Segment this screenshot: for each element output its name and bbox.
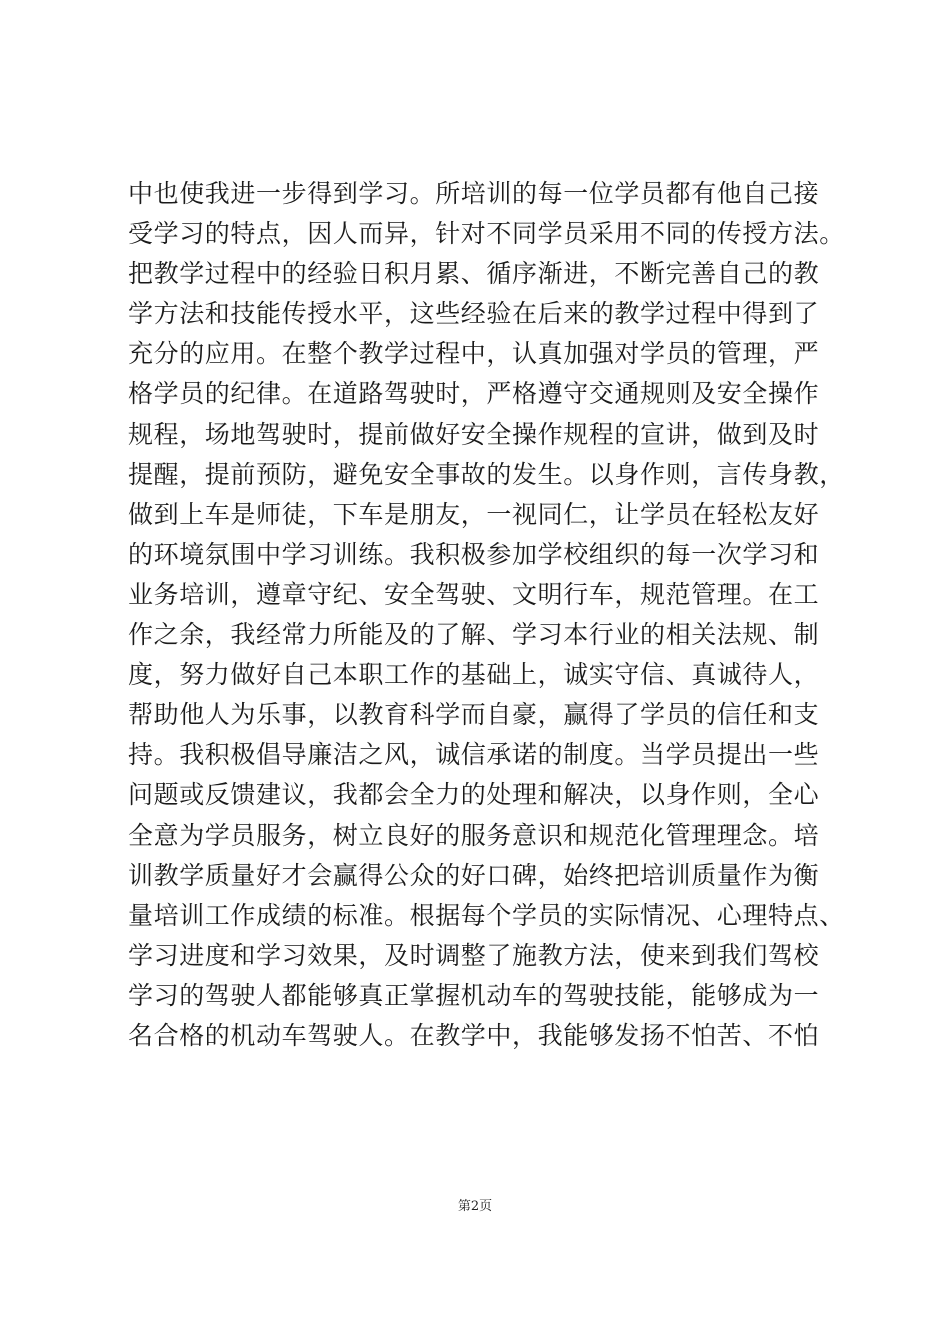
text-line: 学方法和技能传授水平，这些经验在后来的教学过程中得到了 <box>128 299 820 329</box>
text-line: 格学员的纪律。在道路驾驶时，严格遵守交通规则及安全操作 <box>128 379 820 409</box>
text-line: 提醒，提前预防，避免安全事故的发生。以身作则，言传身教， <box>128 459 845 489</box>
text-line: 作之余，我经常力所能及的了解、学习本行业的相关法规、制 <box>128 620 820 650</box>
text-line: 度，努力做好自己本职工作的基础上，诚实守信、真诚待人， <box>128 660 820 690</box>
text-line: 的环境氛围中学习训练。我积极参加学校组织的每一次学习和 <box>128 539 820 569</box>
text-line: 量培训工作成绩的标准。根据每个学员的实际情况、心理特点、 <box>128 900 845 930</box>
text-line: 帮助他人为乐事，以教育科学而自豪，赢得了学员的信任和支 <box>128 700 820 730</box>
text-line: 做到上车是师徒，下车是朋友，一视同仁，让学员在轻松友好 <box>128 499 820 529</box>
page-number: 第2页 <box>457 1199 493 1214</box>
text-line: 规程，场地驾驶时，提前做好安全操作规程的宣讲，做到及时 <box>128 419 820 449</box>
text-line: 充分的应用。在整个教学过程中，认真加强对学员的管理，严 <box>128 339 820 369</box>
text-line: 中也使我进一步得到学习。所培训的每一位学员都有他自己接 <box>128 179 820 208</box>
text-line: 问题或反馈建议，我都会全力的处理和解决，以身作则，全心 <box>128 780 820 810</box>
body-text <box>128 174 845 1056</box>
text-line: 名合格的机动车驾驶人。在教学中，我能够发扬不怕苦、不怕 <box>128 1020 820 1050</box>
text-line: 学习的驾驶人都能够真正掌握机动车的驾驶技能，能够成为一 <box>128 980 820 1010</box>
text-line: 训教学质量好才会赢得公众的好口碑，始终把培训质量作为衡 <box>128 860 820 890</box>
text-line: 把教学过程中的经验日积月累、循序渐进，不断完善自己的教 <box>128 259 820 289</box>
text-line: 持。我积极倡导廉洁之风，诚信承诺的制度。当学员提出一些 <box>128 740 820 770</box>
text-line: 业务培训，遵章守纪、安全驾驶、文明行车，规范管理。在工 <box>128 579 820 609</box>
text-line: 全意为学员服务，树立良好的服务意识和规范化管理理念。培 <box>128 820 820 850</box>
text-line: 学习进度和学习效果，及时调整了施教方法，使来到我们驾校 <box>128 940 820 970</box>
text-line: 受学习的特点，因人而异，针对不同学员采用不同的传授方法。 <box>128 219 845 249</box>
